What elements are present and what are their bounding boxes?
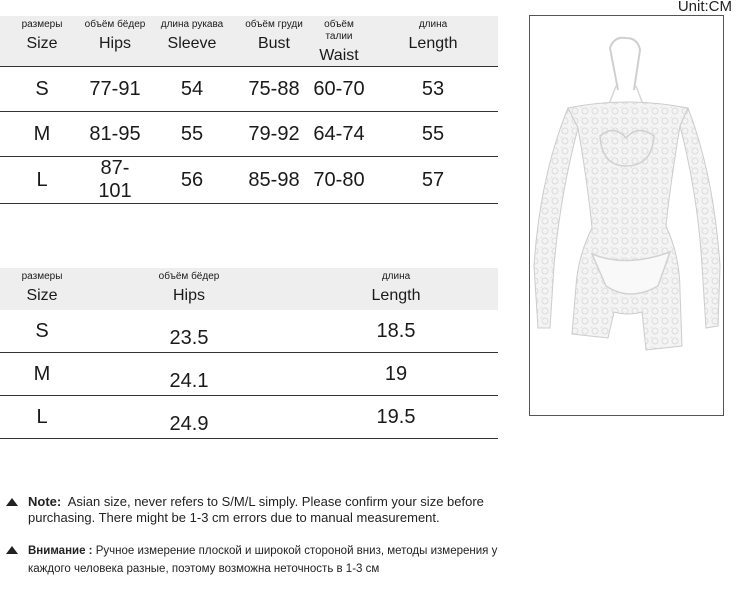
header-ru: объём талии <box>324 19 354 42</box>
table-cell: 64-74 <box>310 112 368 157</box>
header-length <box>368 16 498 67</box>
header-ru: длина <box>418 19 448 30</box>
header-ru: объём груди <box>245 19 303 30</box>
table-cell: 54 <box>146 67 238 112</box>
note-english-text <box>28 494 516 526</box>
table-cell: 87-101 <box>84 157 146 204</box>
header-en: Waist <box>319 47 359 64</box>
size-table-top <box>0 16 498 204</box>
header-ru: размеры <box>21 271 63 282</box>
header-en: Hips <box>98 35 131 52</box>
warning-triangle-icon <box>6 498 18 506</box>
table-cell: 60-70 <box>310 67 368 112</box>
table-cell: S <box>0 310 84 353</box>
header-ru: размеры <box>21 19 63 30</box>
unit-label: Unit:CM <box>677 0 732 15</box>
header-ru: длина <box>381 271 411 282</box>
header-waist <box>310 16 368 67</box>
table-row <box>0 67 498 112</box>
header-size <box>0 16 84 67</box>
product-photo <box>529 15 724 416</box>
note-russian <box>6 542 516 578</box>
table-cell: S <box>0 67 84 112</box>
table-cell: 75-88 <box>238 67 310 112</box>
size-table-bottom <box>0 268 498 439</box>
table-cell: M <box>0 353 84 396</box>
header-en: Hips <box>172 287 205 304</box>
table-cell: 53 <box>368 67 498 112</box>
header-sleeve <box>146 16 238 67</box>
table-row <box>0 353 498 396</box>
table-row <box>0 310 498 353</box>
table-cell: 77-91 <box>84 67 146 112</box>
table-cell: 19 <box>294 353 498 396</box>
table-cell: 19.5 <box>294 396 498 439</box>
table-cell: 56 <box>146 157 238 204</box>
header-en: Size <box>26 287 58 304</box>
table-cell: M <box>0 112 84 157</box>
table-cell: 57 <box>368 157 498 204</box>
header-en: Sleeve <box>167 35 217 52</box>
header-en: Length <box>408 35 458 52</box>
header-en: Bust <box>257 35 290 52</box>
note-body: Asian size, never refers to S/M/L simply. Please confirm your size before purchasing. There might be 1-3 cm errors due to manual measurement. <box>28 494 484 525</box>
table-cell: 55 <box>146 112 238 157</box>
table-cell: 85-98 <box>238 157 310 204</box>
header-bust <box>238 16 310 67</box>
header-ru: объём бёдер <box>158 271 220 282</box>
table-row <box>0 396 498 439</box>
header-hips <box>84 268 294 310</box>
warning-triangle-icon <box>6 546 18 554</box>
table-cell: 55 <box>368 112 498 157</box>
table-row <box>0 112 498 157</box>
table-cell: 81-95 <box>84 112 146 157</box>
table-cell: 79-92 <box>238 112 310 157</box>
table-header-row <box>0 16 498 67</box>
romper-illustration <box>530 16 723 415</box>
header-en: Length <box>371 287 421 304</box>
table-cell: 24.9 <box>84 396 294 439</box>
note-label: Note: <box>28 494 62 509</box>
header-ru: объём бёдер <box>84 19 146 30</box>
table-cell: 24.1 <box>84 353 294 396</box>
header-size <box>0 268 84 310</box>
header-ru: длина рукава <box>160 19 224 30</box>
table-header-row <box>0 268 498 310</box>
table-cell: 18.5 <box>294 310 498 353</box>
header-en: Size <box>26 35 58 52</box>
note-english <box>6 494 516 528</box>
table-cell: 70-80 <box>310 157 368 204</box>
note-label: Внимание : <box>28 545 93 557</box>
table-row <box>0 157 498 204</box>
table-cell: 23.5 <box>84 310 294 353</box>
note-russian-text <box>28 542 516 578</box>
note-body: Ручное измерение плоской и широкой стороной вниз, методы измерения у каждого человека разные, поэтому возможна неточность в 1-3 см <box>28 545 498 575</box>
table-cell: L <box>0 157 84 204</box>
table-cell: L <box>0 396 84 439</box>
header-length <box>294 268 498 310</box>
header-hips <box>84 16 146 67</box>
